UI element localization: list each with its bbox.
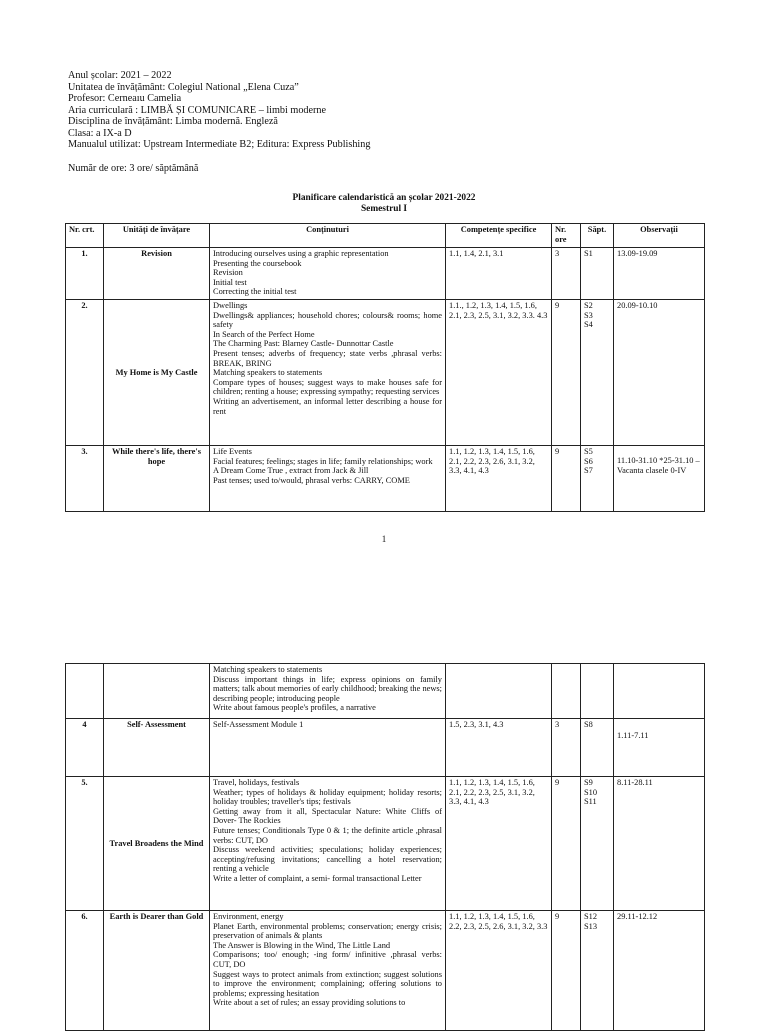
competences-cell: 1.1, 1.4, 2.1, 3.1 (446, 248, 552, 300)
content-line: Dwellings (213, 301, 248, 310)
content-line: Life Events (213, 447, 252, 456)
planning-table-page2 (65, 663, 705, 1031)
competences-cell: 1.1, 1.2, 1.3, 1.4, 1.5, 1.6, 2.1, 2.2, 2.3, 2.6, 3.1, 3.2, 3.3, 4.1, 4.3 (446, 446, 552, 512)
learning-unit-cell: Self- Assessment (104, 719, 210, 777)
content-cell (210, 248, 446, 300)
content-line: The Charming Past: Blarney Castle- Dunnottar Castle (213, 339, 394, 349)
content-line: The Answer is Blowing in the Wind, The Little Land (213, 940, 391, 950)
content-line: Past tenses; used to/would, phrasal verbs: CARRY, COME (213, 475, 410, 485)
content-cell (210, 719, 446, 777)
content-line: Compare types of houses; suggest ways to make houses safe for children; renting a house; expressing sympathy; requesting services (213, 377, 442, 397)
row-number-cell: 6. (66, 911, 104, 1031)
content-cell (210, 446, 446, 512)
row-number-cell (66, 664, 104, 719)
plan-title-line1: Planificare calendaristică an școlar 2021-2022 (292, 193, 476, 203)
competences-cell: 1.1, 1.2, 1.3, 1.4, 1.5, 1.6, 2.2, 2.3, 2.5, 2.6, 3.1, 3.2, 3.3 (446, 911, 552, 1031)
content-line: Environment, energy (213, 912, 284, 921)
content-line: Suggest ways to protect animals from extinction; suggest solutions to improve the environment; complaining; offering solutions to problems; expressing hesitation (213, 969, 442, 998)
table-row (66, 911, 705, 1031)
content-line: Write a letter of complaint, a semi- formal transactional Letter (213, 873, 422, 883)
hours-cell: 9 (552, 300, 581, 446)
hours-cell (552, 664, 581, 719)
school-year: Anul școlar: 2021 – 2022 (68, 70, 172, 81)
content-cell (210, 777, 446, 911)
observations-cell: 29.11-12.12 (614, 911, 705, 1031)
learning-unit-cell: My Home is My Castle (104, 300, 210, 446)
table-row (66, 777, 705, 911)
hours-cell: 3 (552, 719, 581, 777)
weeks-cell (581, 248, 614, 300)
week-label: S9 (584, 778, 593, 787)
content-line: Present tenses; adverbs of frequency; state verbs ,phrasal verbs: BREAK, BRING (213, 348, 442, 368)
row-number-cell: 1. (66, 248, 104, 300)
plan-title-line2: Semestrul I (360, 204, 408, 214)
week-label: S10 (584, 787, 598, 797)
content-cell (210, 911, 446, 1031)
observations-cell: 20.09-10.10 (614, 300, 705, 446)
content-line: A Dream Come True , extract from Jack & Jill (213, 466, 369, 476)
weekly-hours: Număr de ore: 3 ore/ săptămână (68, 162, 199, 174)
weeks-cell (581, 719, 614, 777)
table-row (66, 446, 705, 512)
hours-cell: 9 (552, 777, 581, 911)
week-label: S12 (584, 912, 598, 921)
content-line: Dwellings& appliances; household chores; colours& rooms; home safety (213, 310, 442, 330)
weeks-cell (581, 911, 614, 1031)
content-line: Matching speakers to statements (213, 665, 323, 674)
content-line: Future tenses; Conditionals Type 0 & 1; the definite article ,phrasal verbs: CUT, DO (213, 825, 442, 845)
column-header: Conținuturi (210, 224, 446, 248)
page-number: 1 (381, 534, 387, 544)
column-header: Competențe specifice (446, 224, 552, 248)
learning-unit-cell: Earth is Dearer than Gold (104, 911, 210, 1031)
row-number-cell: 5. (66, 777, 104, 911)
document-header (68, 70, 370, 174)
weeks-cell (581, 664, 614, 719)
column-header: Săpt. (581, 224, 614, 248)
hours-cell: 9 (552, 911, 581, 1031)
content-cell (210, 664, 446, 719)
table-row (66, 248, 705, 300)
content-line: Self-Assessment Module 1 (213, 720, 304, 729)
table-row (66, 719, 705, 777)
column-header: Observații (614, 224, 705, 248)
content-line: Getting away from it all, Spectacular Nature: White Cliffs of Dover- The Rockies (213, 806, 442, 826)
document-page-2 (0, 610, 768, 1024)
learning-unit-cell: Travel Broadens the Mind (104, 777, 210, 911)
hours-cell: 9 (552, 446, 581, 512)
learning-unit-cell: While there's life, there's hope (104, 446, 210, 512)
week-label: S8 (584, 720, 593, 729)
week-label: S4 (584, 320, 593, 330)
content-line: Correcting the initial test (213, 287, 297, 297)
discipline: Disciplina de învățământ: Limba modernă. Engleză (68, 116, 278, 127)
content-line: Presenting the coursebook (213, 258, 302, 268)
teacher-name: Profesor: Cerneaıu Camelia (68, 93, 182, 104)
content-line: Write about famous people's profiles, a narrative (213, 703, 376, 713)
learning-unit-cell: Revision (104, 248, 210, 300)
observations-cell: 11.10-31.10 *25-31.10 – Vacanta clasele 0-IV (614, 446, 705, 512)
week-label: S3 (584, 310, 593, 320)
table-row (66, 300, 705, 446)
content-line: Comparisons; too/ enough; -ing form/ infinitive ,phrasal verbs: CUT, DO (213, 950, 442, 969)
week-label: S2 (584, 301, 593, 310)
table-row (66, 664, 705, 719)
row-number-cell: 3. (66, 446, 104, 512)
learning-unit-cell (104, 664, 210, 719)
content-line: Initial test (213, 277, 247, 287)
row-number-cell: 4 (66, 719, 104, 777)
content-line: Introducing ourselves using a graphic representation (213, 249, 389, 258)
competences-cell: 1.1, 1.2, 1.3, 1.4, 1.5, 1.6, 2.1, 2.2, 2.3, 2.5, 3.1, 3.2, 3.3, 4.1, 4.3 (446, 777, 552, 911)
textbook: Manualul utilizat: Upstream Intermediate B2; Editura: Express Publishing (68, 139, 371, 150)
week-label: S6 (584, 456, 593, 466)
content-line: Discuss weekend activities; speculations; holiday experiences; accepting/refusing invitations; cancelling a hotel reservation; renting a vehicle (213, 845, 442, 874)
content-line: Write about a set of rules; an essay providing solutions to (213, 998, 406, 1008)
week-label: S7 (584, 466, 593, 476)
week-label: S13 (584, 921, 598, 931)
content-line: Planet Earth, environmental problems; conservation; energy crisis; preservation of animals & plants (213, 921, 442, 941)
content-line: Matching speakers to statements (213, 368, 323, 378)
content-line: In Search of the Perfect Home (213, 329, 315, 339)
weeks-cell (581, 777, 614, 911)
content-line: Weather; types of holidays & holiday equipment; holiday resorts; holiday troubles; traveller's tips; festivals (213, 787, 442, 807)
content-line: Facial features; feelings; stages in life; family relationships; work (213, 456, 433, 466)
week-label: S5 (584, 447, 593, 456)
column-header: Nr. ore (552, 224, 581, 248)
observations-cell (614, 664, 705, 719)
week-label: S1 (584, 249, 593, 258)
hours-cell: 3 (552, 248, 581, 300)
content-line: Travel, holidays, festivals (213, 778, 300, 787)
weeks-cell (581, 300, 614, 446)
planning-table-page1 (65, 223, 705, 512)
content-cell (210, 300, 446, 446)
competences-cell: 1.5, 2.3, 3.1, 4.3 (446, 719, 552, 777)
plan-title (0, 193, 768, 215)
competences-cell: 1.1., 1.2, 1.3, 1.4, 1.5, 1.6, 2.1, 2.3, 2.5, 3.1, 3.2, 3.3. 4.3 (446, 300, 552, 446)
school-name: Unitatea de învățământ: Colegiul National „Elena Cuza” (68, 81, 299, 93)
competences-cell (446, 664, 552, 719)
column-header: Nr. crt. (66, 224, 104, 248)
week-label: S11 (584, 797, 597, 807)
class-name: Clasa: a IX-a D (68, 127, 132, 139)
curricular-area: Aria curriculară : LIMBĂ ȘI COMUNICARE – limbi moderne (68, 104, 327, 116)
weeks-cell (581, 446, 614, 512)
observations-cell: 8.11-28.11 (614, 777, 705, 911)
column-header: Unități de învățare (104, 224, 210, 248)
content-line: Discuss important things in life; express opinions on family matters; talk about memories of early childhood; breaking the news; describing people; introducing people (213, 674, 442, 703)
content-line: Writing an advertisement, an informal letter describing a house for rent (213, 396, 442, 416)
content-line: Revision (213, 268, 243, 278)
observations-cell: 13.09-19.09 (614, 248, 705, 300)
row-number-cell: 2. (66, 300, 104, 446)
observations-cell: 1.11-7.11 (614, 719, 705, 777)
